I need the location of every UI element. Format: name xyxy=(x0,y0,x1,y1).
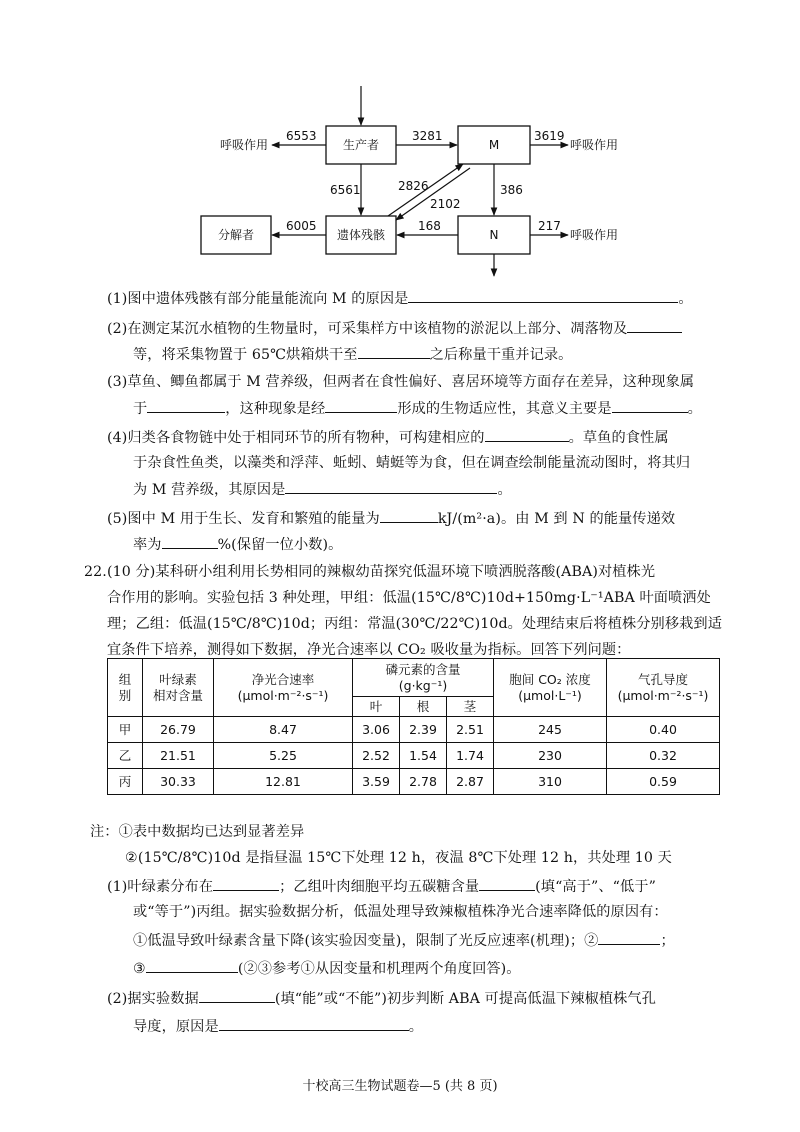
q22-stem-line3: 理；乙组：低温(15℃/8℃)10d；丙组：常温(30℃/22℃)10d。处理结束后将植株分别移栽到适 xyxy=(107,616,722,632)
value-n-resp: 217 xyxy=(538,219,561,233)
q21-p4b-text: 于杂食性鱼类，以藻类和浮萍、蚯蚓、蜻蜓等为食，但在调查绘制能量流动图时，将其归 xyxy=(133,455,691,471)
q21-part5-line1 xyxy=(107,508,675,529)
q22-s2b-text: 导度，原因是 xyxy=(133,1019,219,1035)
answer-blank[interactable] xyxy=(612,398,688,413)
q21-part4-line3 xyxy=(133,479,512,500)
value-producer-to-remains: 6561 xyxy=(330,183,361,197)
q21-p1-text: (1)图中遗体残骸有部分能量能流向 M 的原因是 xyxy=(107,291,409,307)
table-row xyxy=(108,769,720,795)
q22-part1-line1 xyxy=(107,876,656,897)
table-cell: 30.33 xyxy=(143,769,214,795)
answer-blank[interactable] xyxy=(485,427,569,442)
answer-blank[interactable] xyxy=(358,344,430,359)
value-m-to-n: 386 xyxy=(500,183,523,197)
table-cell: 2.39 xyxy=(400,717,447,743)
table-cell: 0.40 xyxy=(607,717,720,743)
header-root: 根 xyxy=(400,697,447,717)
q21-p2-text: (2)在测定某沉水植物的生物量时，可采集样方中该植物的淤泥以上部分、凋落物及 xyxy=(107,321,628,337)
header-chlorophyll: 叶绿素 相对含量 xyxy=(143,659,214,717)
value-remains-to-m: 2826 xyxy=(398,179,429,193)
q21-p3b-end: 。 xyxy=(687,401,702,417)
table-cell: 12.81 xyxy=(214,769,353,795)
value-n-to-remains: 168 xyxy=(418,219,441,233)
value-producer-to-m: 3281 xyxy=(412,129,443,143)
header-leaf: 叶 xyxy=(353,697,400,717)
table-cell: 3.06 xyxy=(353,717,400,743)
q22-s2-mid: (填“能”或“不能”)初步判断 ABA 可提高低温下辣椒植株气孔 xyxy=(274,991,657,1007)
table-cell: 230 xyxy=(494,743,607,769)
answer-blank[interactable] xyxy=(219,1016,409,1031)
table-cell: 丙 xyxy=(108,769,143,795)
answer-blank[interactable] xyxy=(325,398,397,413)
resp-label-n: 呼吸作用 xyxy=(570,228,619,242)
n-label: N xyxy=(489,228,499,242)
q22-s1-end: (填“高于”、“低于” xyxy=(535,879,656,895)
header-stem: 茎 xyxy=(447,697,494,717)
q21-p2b-text: 等，将采集物置于 65℃烘箱烘干至 xyxy=(133,347,358,363)
answer-blank[interactable] xyxy=(598,930,660,945)
q21-p5-text: (5)图中 M 用于生长、发育和繁殖的能量为 xyxy=(107,511,380,527)
q21-p5b-text: 率为 xyxy=(133,537,162,553)
resp-label-m: 呼吸作用 xyxy=(570,138,619,152)
q22-part1-line3 xyxy=(133,930,675,951)
q21-p1-end: 。 xyxy=(678,291,693,307)
q21-part2-line2 xyxy=(133,344,572,365)
value-m-resp: 3619 xyxy=(534,129,565,143)
table-cell: 乙 xyxy=(108,743,143,769)
m-label: M xyxy=(488,138,500,152)
header-group: 组 别 xyxy=(108,659,143,717)
note-2: ②(15℃/8℃)10d 是指昼温 15℃下处理 12 h，夜温 8℃下处理 12 h，共处理 10 天 xyxy=(125,850,672,866)
q22-number: 22. xyxy=(84,564,107,580)
table-row xyxy=(108,743,720,769)
q22-s1-mid: ；乙组叶肉细胞平均五碳糖含量 xyxy=(279,879,480,895)
answer-blank[interactable] xyxy=(380,508,438,523)
table-cell: 0.32 xyxy=(607,743,720,769)
answer-blank[interactable] xyxy=(479,876,535,891)
data-table xyxy=(107,658,720,795)
answer-blank[interactable] xyxy=(199,988,275,1003)
q21-part3-line1 xyxy=(107,372,694,392)
table-cell: 26.79 xyxy=(143,717,214,743)
q22-stem-line1: (10 分)某科研小组利用长势相同的辣椒幼苗探究低温环境下喷洒脱落酸(ABA)对植株光 xyxy=(107,564,656,580)
table-cell: 2.52 xyxy=(353,743,400,769)
header-phosphorus: 磷元素的含量 (g·kg⁻¹) xyxy=(353,659,494,697)
q21-p4-mid: 。草鱼的食性属 xyxy=(568,430,669,446)
table-cell: 1.74 xyxy=(447,743,494,769)
q22-s1d-end: (②③参考①从因变量和机理两个角度回答)。 xyxy=(237,961,521,977)
q22-s2-text: (2)据实验数据 xyxy=(107,991,199,1007)
answer-blank[interactable] xyxy=(408,288,678,303)
q22-s2b-end: 。 xyxy=(408,1019,424,1035)
q22-part1-line4 xyxy=(133,958,521,979)
producer-label: 生产者 xyxy=(342,138,380,152)
answer-blank[interactable] xyxy=(285,479,497,494)
table-cell: 310 xyxy=(494,769,607,795)
q21-part2-line1 xyxy=(107,318,682,339)
q21-p3b-text: 于 xyxy=(133,401,148,417)
q22-s1c-end: ； xyxy=(660,933,675,949)
m-to-remains-arrow xyxy=(396,168,470,220)
table-cell: 2.78 xyxy=(400,769,447,795)
q21-part1 xyxy=(107,288,693,309)
q21-p4c-text: 为 M 营养级，其原因是 xyxy=(133,482,286,498)
q22-stem-line4: 宜条件下培养，测得如下数据，净光合速率以 CO₂ 吸收量为指标。回答下列问题： xyxy=(107,642,631,658)
q21-part5-line2 xyxy=(133,534,342,555)
table-cell: 2.51 xyxy=(447,717,494,743)
table-cell: 1.54 xyxy=(400,743,447,769)
q21-p4-text: (4)归类各食物链中处于相同环节的所有物种，可构建相应的 xyxy=(107,430,485,446)
header-intercellular-co2: 胞间 CO₂ 浓度 (μmol·L⁻¹) xyxy=(494,659,607,717)
q21-p5-mid: kJ/(m²·a)。由 M 到 N 的能量传递效 xyxy=(437,511,676,527)
q22-s1-text: (1)叶绿素分布在 xyxy=(107,879,214,895)
value-producer-resp: 6553 xyxy=(286,129,317,143)
answer-blank[interactable] xyxy=(213,876,279,891)
value-m-to-remains: 2102 xyxy=(430,197,461,211)
q22-part1-line2: 或“等于”)丙组。据实验数据分析，低温处理导致辣椒植株净光合速率降低的原因有： xyxy=(133,904,668,920)
q21-p4c-end: 。 xyxy=(497,482,512,498)
resp-label-left: 呼吸作用 xyxy=(220,138,269,152)
table-cell: 2.87 xyxy=(447,769,494,795)
table-cell: 21.51 xyxy=(143,743,214,769)
table-cell: 8.47 xyxy=(214,717,353,743)
remains-label: 遗体残骸 xyxy=(336,228,386,242)
q22-part2-line1 xyxy=(107,988,656,1009)
q21-part3-line2 xyxy=(133,398,702,419)
header-stomatal-conductance: 气孔导度 (μmol·m⁻²·s⁻¹) xyxy=(607,659,720,717)
q22-s1c-text: ①低温导致叶绿素含量下降(该实验因变量)，限制了光反应速率(机理)；② xyxy=(133,933,599,949)
answer-blank[interactable] xyxy=(627,318,682,333)
table-cell: 3.59 xyxy=(353,769,400,795)
table-row xyxy=(108,717,720,743)
page-footer: 十校高三生物试题卷—5 (共 8 页) xyxy=(302,1079,498,1094)
q21-p2b-end: 之后称量干重并记录。 xyxy=(429,347,573,363)
energy-flow-diagram xyxy=(0,0,800,300)
q21-p3b-mid2: 形成的生物适应性，其意义主要是 xyxy=(397,401,612,417)
answer-blank[interactable] xyxy=(146,958,238,973)
answer-blank[interactable] xyxy=(162,534,218,549)
q21-part4-line2 xyxy=(133,453,690,473)
header-net-photosynthesis: 净光合速率 (μmol·m⁻²·s⁻¹) xyxy=(214,659,353,717)
table-cell: 5.25 xyxy=(214,743,353,769)
table-cell: 甲 xyxy=(108,717,143,743)
q22-stem-line2: 合作用的影响。实验包括 3 种处理，甲组：低温(15℃/8℃)10d+150mg·L⁻¹ABA 叶面喷洒处 xyxy=(107,590,711,606)
q21-p3-text: (3)草鱼、鲫鱼都属于 M 营养级，但两者在食性偏好、喜居环境等方面存在差异，这种现象属 xyxy=(107,374,695,390)
q21-p5b-end: %(保留一位小数)。 xyxy=(217,537,343,553)
note-1: 注：①表中数据均已达到显著差异 xyxy=(90,824,305,840)
table-cell: 245 xyxy=(494,717,607,743)
decomposer-label: 分解者 xyxy=(217,228,255,242)
q21-part4-line1 xyxy=(107,427,669,448)
table-cell: 0.59 xyxy=(607,769,720,795)
q21-p3b-mid1: ，这种现象是经 xyxy=(225,401,326,417)
value-remains-to-decomposer: 6005 xyxy=(286,219,317,233)
answer-blank[interactable] xyxy=(147,398,225,413)
q22-s1d-text: ③ xyxy=(133,961,146,977)
q22-part2-line2 xyxy=(133,1016,423,1037)
